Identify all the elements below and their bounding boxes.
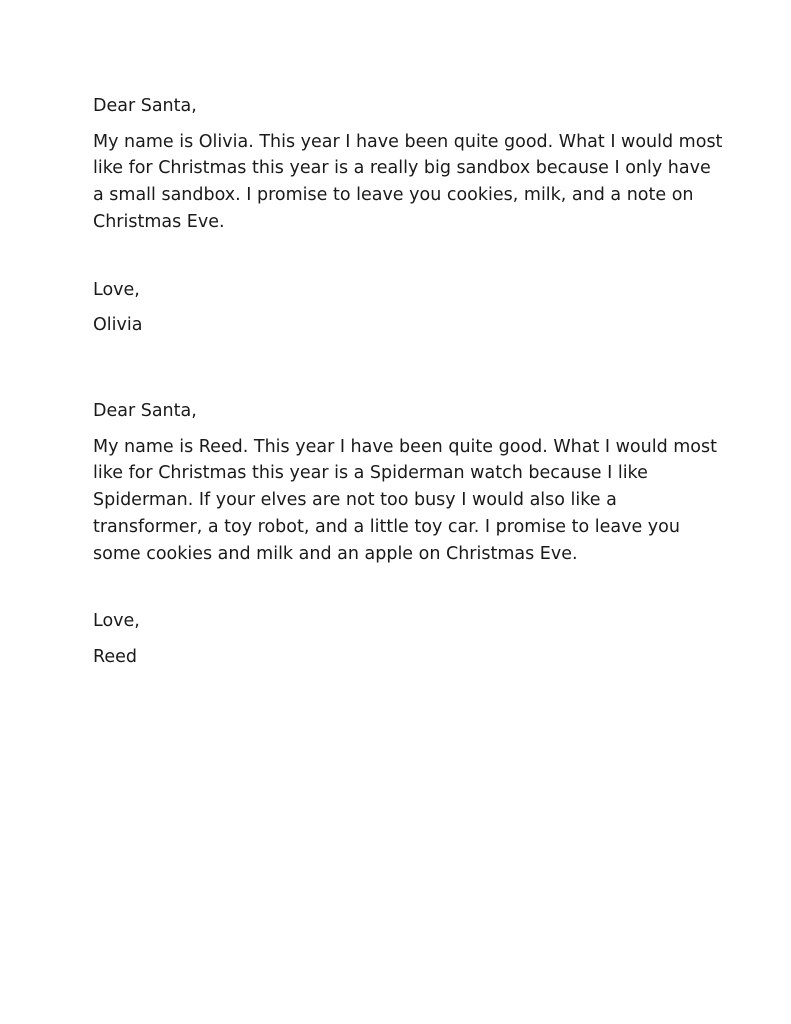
body-line: some cookies and milk and an apple on Christmas Eve. <box>93 543 578 564</box>
signature: Reed <box>93 646 138 667</box>
letter-body <box>93 129 723 236</box>
letter-body <box>93 434 717 568</box>
salutation: Dear Santa, <box>93 401 197 421</box>
body-line: Spiderman. If your elves are not too busy I would also like a <box>93 490 617 511</box>
closing: Love, <box>93 611 140 632</box>
body-line: My name is Olivia. This year I have been quite good. What I would most <box>93 131 723 152</box>
letter-olivia <box>93 93 723 339</box>
body-line: My name is Reed. This year I have been quite good. What I would most <box>93 436 717 457</box>
body-line: a small sandbox. I promise to leave you cookies, milk, and a note on <box>93 185 694 206</box>
letter-reed <box>93 398 717 671</box>
body-line: like for Christmas this year is a really big sandbox because I only have <box>93 158 711 179</box>
body-line: like for Christmas this year is a Spiderman watch because I like <box>93 463 648 484</box>
signature: Olivia <box>93 315 143 336</box>
body-line: Christmas Eve. <box>93 211 225 232</box>
salutation: Dear Santa, <box>93 96 197 116</box>
body-line: transformer, a toy robot, and a little toy car. I promise to leave you <box>93 516 680 537</box>
closing: Love, <box>93 279 140 300</box>
